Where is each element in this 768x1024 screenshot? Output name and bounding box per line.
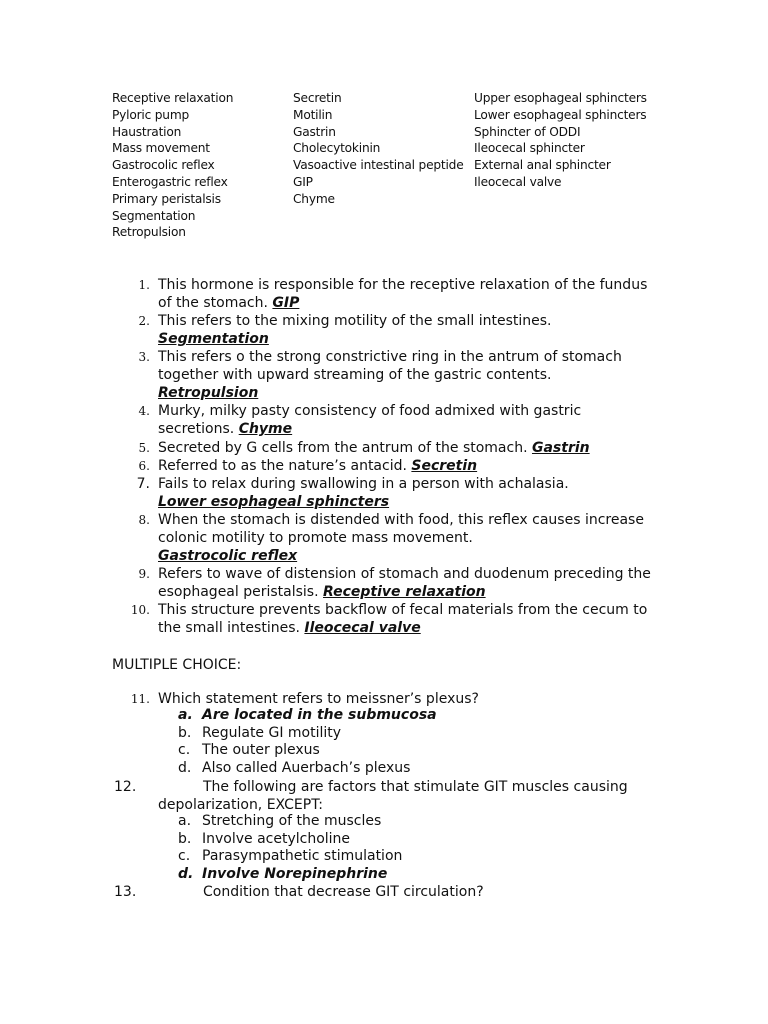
term-item: Gastrocolic reflex xyxy=(112,158,215,173)
term-column-2 xyxy=(293,90,474,241)
answer: Gastrin xyxy=(531,440,590,456)
question-text: When the stomach is distended with food, this reflex causes increase colonic motility to promote mass movement. Gastrocolic reflex xyxy=(158,512,644,564)
term-item: Segmentation xyxy=(112,208,196,223)
answer: Ileocecal valve xyxy=(304,620,421,636)
question-number: 12. xyxy=(114,779,137,795)
term-item: Upper esophageal sphincters xyxy=(474,91,647,105)
question-text: This hormone is responsible for the receptive relaxation of the fundus of the stomach. GIP xyxy=(158,277,648,311)
option-a[interactable]: a. Are located in the submucosa xyxy=(178,707,437,723)
question-number: 5. xyxy=(138,441,150,455)
question-text: Secreted by G cells from the antrum of the stomach. Gastrin xyxy=(158,440,590,456)
question-number: 2. xyxy=(138,314,150,328)
question-text: Condition that decrease GIT circulation? xyxy=(203,884,484,900)
question-number: 1. xyxy=(138,278,150,292)
question-text: The following are factors that stimulate GIT muscles causing depolarization, EXCEPT: xyxy=(158,779,628,813)
question-text: This refers o the strong constrictive ring in the antrum of stomach together with upward streaming of the gastric contents. Retropulsion xyxy=(158,349,622,401)
option-c[interactable]: c. The outer plexus xyxy=(178,742,320,758)
question-12-options xyxy=(178,813,402,883)
term-item: Sphincter of ODDI xyxy=(474,124,581,139)
option-d[interactable]: d. Also called Auerbach’s plexus xyxy=(178,759,411,776)
option-a[interactable]: a. Stretching of the muscles xyxy=(178,813,382,829)
term-item: Cholecytokinin xyxy=(293,141,381,156)
question-text: This refers to the mixing motility of the small intestines. Segmentation xyxy=(158,313,552,347)
term-item: External anal sphincter xyxy=(474,158,611,173)
option-b[interactable]: b. Involve acetylcholine xyxy=(178,830,351,847)
question-number: 11. xyxy=(130,692,150,706)
section-heading: MULTIPLE CHOICE: xyxy=(112,657,242,673)
term-item: Retropulsion xyxy=(112,225,186,240)
term-item: Mass movement xyxy=(112,141,210,156)
term-item: Lower esophageal sphincters xyxy=(474,107,647,122)
question-number: 7. xyxy=(136,476,150,492)
term-item: Primary peristalsis xyxy=(112,191,221,206)
answer: Receptive relaxation xyxy=(323,584,486,600)
term-item: Chyme xyxy=(293,191,335,206)
question-number: 4. xyxy=(138,404,150,418)
term-item: GIP xyxy=(293,174,313,189)
question-text: Fails to relax during swallowing in a person with achalasia. Lower esophageal sphincters xyxy=(158,476,569,510)
term-item: Receptive relaxation xyxy=(112,91,234,105)
answer: Chyme xyxy=(238,421,293,437)
term-item: Vasoactive intestinal peptide xyxy=(293,158,464,173)
term-column-3 xyxy=(474,90,664,241)
term-column-1 xyxy=(112,90,293,241)
answer: Lower esophageal sphincters xyxy=(158,494,390,510)
term-item: Haustration xyxy=(112,124,182,139)
question-text: This structure prevents backflow of fecal materials from the cecum to the small intestines. Ileocecal valve xyxy=(158,602,648,636)
term-item: Ileocecal valve xyxy=(474,174,562,189)
term-item: Enterogastric reflex xyxy=(112,174,228,189)
question-number: 3. xyxy=(138,350,150,364)
question-number: 8. xyxy=(138,513,150,527)
option-c[interactable]: c. Parasympathetic stimulation xyxy=(178,848,403,864)
question-text: Which statement refers to meissner’s plexus? xyxy=(158,691,479,707)
option-b[interactable]: b. Regulate GI motility xyxy=(178,724,342,741)
question-text: Murky, milky pasty consistency of food admixed with gastric secretions. Chyme xyxy=(158,403,582,437)
answer: Segmentation xyxy=(158,331,269,347)
term-item: Gastrin xyxy=(293,124,336,139)
term-item: Secretin xyxy=(293,91,342,105)
term-item: Pyloric pump xyxy=(112,107,190,122)
answer: Secretin xyxy=(411,458,478,474)
question-number: 6. xyxy=(138,459,150,473)
answer: Gastrocolic reflex xyxy=(158,548,298,564)
answer: Retropulsion xyxy=(158,385,259,401)
term-item: Ileocecal sphincter xyxy=(474,141,585,156)
term-bank xyxy=(112,90,664,241)
question-number: 13. xyxy=(114,884,137,900)
answer: GIP xyxy=(272,295,300,311)
question-text: Refers to wave of distension of stomach and duodenum preceding the esophageal peristalsis. Receptive relaxation xyxy=(158,566,651,600)
option-d[interactable]: d. Involve Norepinephrine xyxy=(178,865,388,882)
question-number: 10. xyxy=(130,603,150,617)
question-text: Referred to as the nature’s antacid. Secretin xyxy=(158,458,478,474)
question-11-options xyxy=(178,707,437,777)
question-number: 9. xyxy=(138,567,150,581)
term-item: Motilin xyxy=(293,107,333,122)
